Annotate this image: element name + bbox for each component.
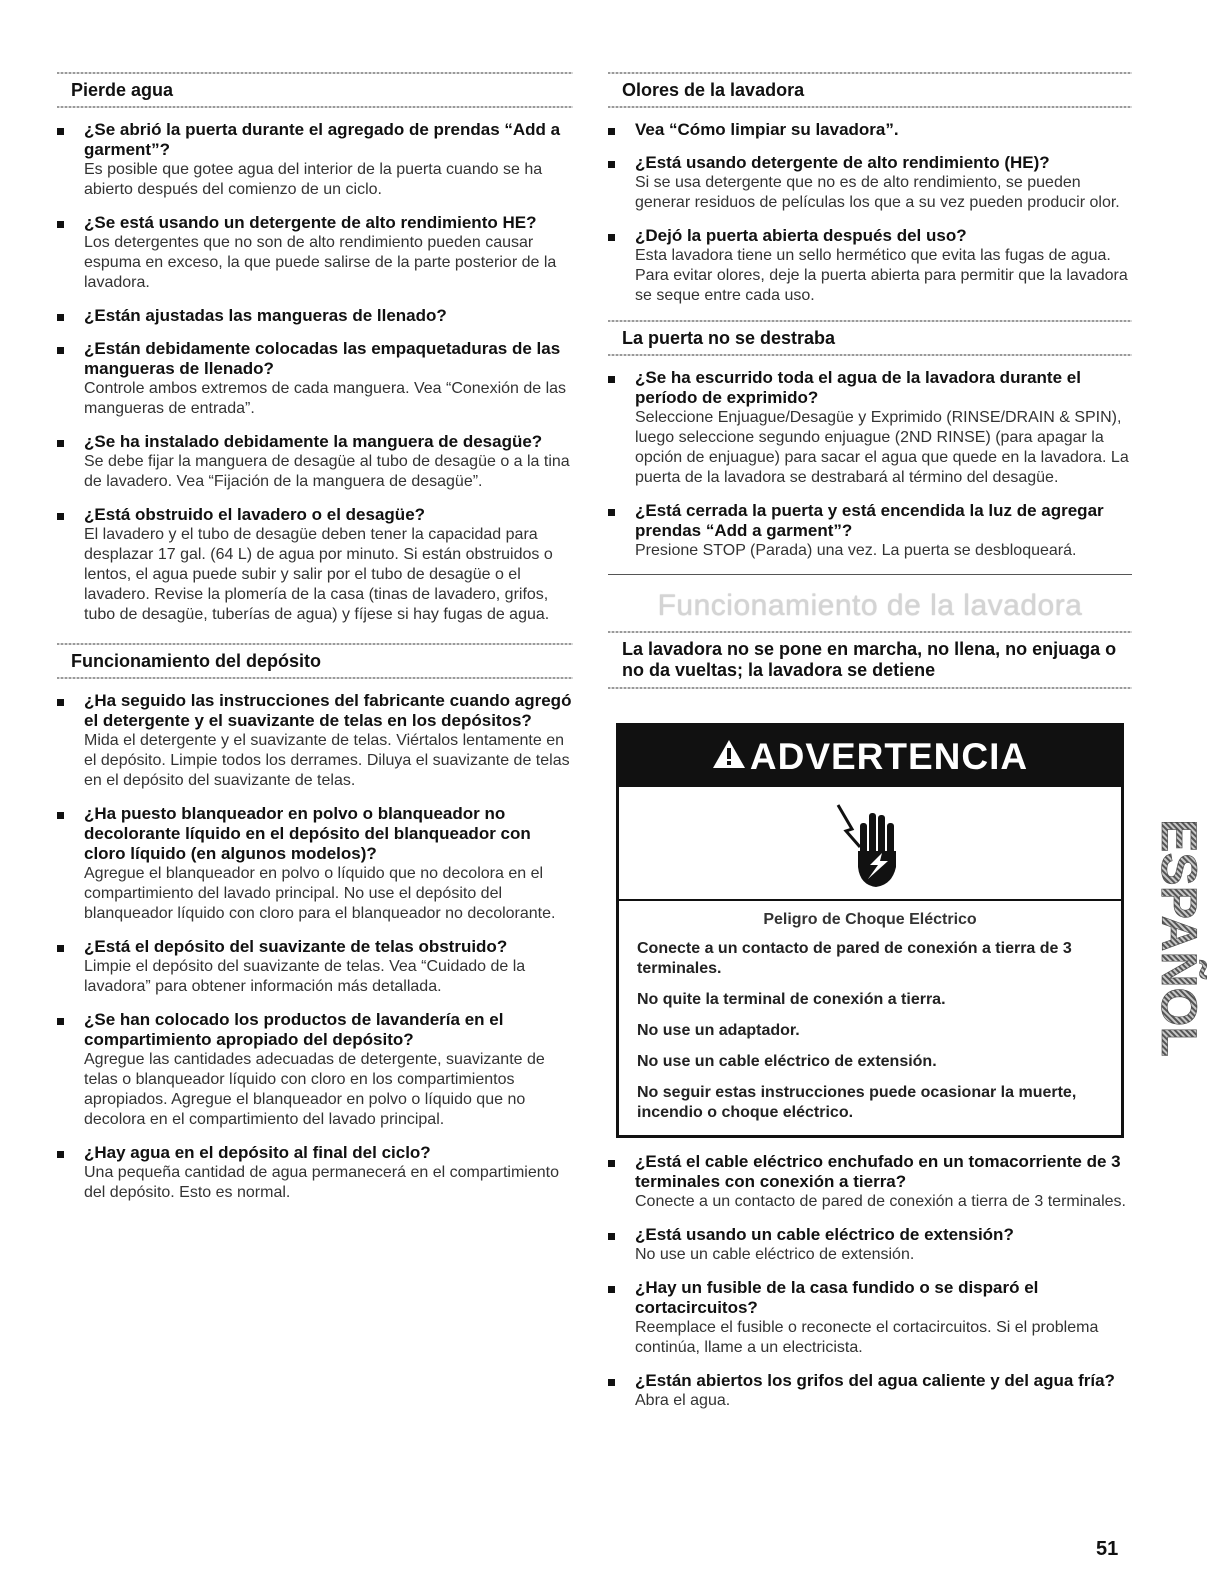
right-column	[608, 72, 1132, 1424]
list-item	[57, 1143, 573, 1203]
question-text: Vea “Cómo limpiar su lavadora”.	[635, 120, 899, 139]
question-text: ¿Ha seguido las instrucciones del fabricante cuando agregó el detergente y el suavizante de telas en los depósitos?	[84, 691, 572, 730]
list-item	[608, 1152, 1132, 1212]
page-number: 51	[1096, 1538, 1119, 1560]
electric-shock-hand-icon	[619, 787, 1121, 901]
section-title: Funcionamiento del depósito	[71, 651, 322, 671]
list-item	[57, 213, 573, 293]
question-text: ¿Se abrió la puerta durante el agregado de prendas “Add a garment”?	[84, 120, 561, 159]
list-item	[57, 505, 573, 625]
warning-subtitle: Peligro de Choque Eléctrico	[763, 911, 977, 928]
side-tab-text: ESPAÑOL	[1151, 819, 1207, 1057]
warning-header-text: ADVERTENCIA	[749, 736, 1029, 777]
list-item	[57, 1010, 573, 1130]
section-title: La puerta no se destraba	[622, 328, 836, 348]
answer-text: Se debe fijar la manguera de desagüe al tubo de desagüe o a la tina de lavadero. Vea “Fijación de la manguera de desagüe”.	[84, 453, 570, 490]
section-puerta	[608, 320, 1132, 561]
question-text: ¿Se ha instalado debidamente la manguera de desagüe?	[84, 432, 543, 451]
list-item	[608, 226, 1132, 306]
answer-text: El lavadero y el tubo de desagüe deben tener la capacidad para desplazar 17 gal. (64 L) de agua por minuto. Si están obstruidos o lentos, el agua puede subir y salir por el tubo de desagüe o el lavadero. Revise la plomería de la casa (tinas de lavadero, grifos, tubo de desagüe, tuberías de agua) y fíjese si hay fugas de agua.	[84, 526, 553, 623]
list-item	[57, 432, 573, 492]
list-item	[608, 501, 1132, 561]
question-list	[57, 120, 573, 625]
question-text: ¿Hay un fusible de la casa fundido o se disparó el cortacircuitos?	[635, 1278, 1039, 1317]
section-bottom-rule	[608, 354, 1132, 356]
question-text: ¿Están ajustadas las mangueras de llenado?	[84, 306, 447, 325]
question-text: ¿Hay agua en el depósito al final del ciclo?	[84, 1143, 431, 1162]
language-side-tab	[1150, 813, 1208, 1063]
list-item	[608, 1371, 1132, 1411]
answer-text: Reemplace el fusible o reconecte el cortacircuitos. Si el problema continúa, llame a un electricista.	[635, 1319, 1099, 1356]
answer-text: Si se usa detergente que no es de alto rendimiento, se pueden generar residuos de películas los que a su vez pueden producir olor.	[635, 174, 1120, 211]
answer-text: Mida el detergente y el suavizante de telas. Viértalos lentamente en el depósito. Limpie todos los derrames. Diluya el suavizante de telas en el depósito del suavizante de telas.	[84, 732, 570, 789]
chapter-title: Funcionamiento de la lavadora	[608, 574, 1132, 631]
question-text: ¿Están debidamente colocadas las empaquetaduras de las mangueras de llenado?	[84, 339, 561, 378]
answer-text: Abra el agua.	[635, 1392, 731, 1409]
answer-text: Esta lavadora tiene un sello hermético que evita las fugas de agua. Para evitar olores, deje la puerta abierta para permitir que la lavadora se seque entre cada uso.	[635, 247, 1128, 304]
warning-line: No seguir estas instrucciones puede ocasionar la muerte, incendio o choque eléctrico.	[637, 1084, 1077, 1121]
list-item	[608, 120, 1132, 140]
question-text: ¿Está usando detergente de alto rendimiento (HE)?	[635, 153, 1050, 172]
warning-line: Conecte a un contacto de pared de conexión a tierra de 3 terminales.	[637, 940, 1072, 977]
list-item	[608, 1278, 1132, 1358]
section-bottom-rule	[608, 106, 1132, 108]
question-list	[57, 691, 573, 1203]
question-list	[608, 1152, 1132, 1411]
question-list	[608, 120, 1132, 306]
section-bottom-rule	[57, 677, 573, 679]
list-item	[608, 368, 1132, 488]
warning-body	[619, 901, 1121, 1135]
list-item	[57, 339, 573, 419]
list-item	[608, 1225, 1132, 1265]
answer-text: Agregue el blanqueador en polvo o líquido que no decolora en el compartimiento del lavado principal. No use el depósito del blanqueador líquido con cloro para el blanqueador no decolorante.	[84, 865, 556, 922]
warning-line: No use un cable eléctrico de extensión.	[637, 1053, 937, 1070]
section-subtitle: La lavadora no se pone en marcha, no llena, no enjuaga o no da vueltas; la lavadora se detiene	[622, 639, 1117, 680]
answer-text: No use un cable eléctrico de extensión.	[635, 1246, 915, 1263]
section-bottom-rule	[57, 106, 573, 108]
question-text: ¿Se ha escurrido toda el agua de la lavadora durante el período de exprimido?	[635, 368, 1081, 407]
warning-triangle-icon	[712, 736, 746, 778]
question-text: ¿Ha puesto blanqueador en polvo o blanqueador no decolorante líquido en el depósito del blanqueador con cloro líquido (en algunos modelos)?	[84, 804, 531, 863]
list-item	[608, 153, 1132, 213]
section-title: Pierde agua	[71, 80, 174, 100]
section-pierde-agua	[57, 72, 573, 625]
warning-line: No use un adaptador.	[637, 1022, 800, 1039]
question-list	[608, 368, 1132, 561]
answer-text: Limpie el depósito del suavizante de telas. Vea “Cuidado de la lavadora” para obtener información más detallada.	[84, 958, 526, 995]
section-deposito	[57, 643, 573, 1203]
question-text: ¿Está cerrada la puerta y está encendida la luz de agregar prendas “Add a garment”?	[635, 501, 1104, 540]
warning-line: No quite la terminal de conexión a tierra.	[637, 991, 946, 1008]
answer-text: Presione STOP (Parada) una vez. La puerta se desbloqueará.	[635, 542, 1077, 559]
question-text: ¿Se está usando un detergente de alto rendimiento HE?	[84, 213, 537, 232]
list-item	[57, 691, 573, 791]
question-text: ¿Está el depósito del suavizante de telas obstruido?	[84, 937, 508, 956]
question-text: ¿Están abiertos los grifos del agua caliente y del agua fría?	[635, 1371, 1115, 1390]
answer-text: Agregue las cantidades adecuadas de detergente, suavizante de telas o blanqueador líquido con cloro en los compartimientos apropiados. Agregue el blanqueador en polvo o líquido que no decolora en el compartimiento del lavado principal.	[84, 1051, 545, 1128]
section-title: Olores de la lavadora	[622, 80, 805, 100]
answer-text: Los detergentes que no son de alto rendimiento pueden causar espuma en exceso, la que puede salirse de la parte posterior de la lavadora.	[84, 234, 557, 291]
list-item	[57, 306, 573, 326]
question-text: ¿Está usando un cable eléctrico de extensión?	[635, 1225, 1014, 1244]
section-bottom-rule	[608, 687, 1132, 689]
warning-header	[619, 726, 1121, 787]
answer-text: Controle ambos extremos de cada manguera. Vea “Conexión de las mangueras de entrada”.	[84, 380, 567, 417]
answer-text: Una pequeña cantidad de agua permanecerá en el compartimiento del depósito. Esto es normal.	[84, 1164, 559, 1201]
list-item	[57, 937, 573, 997]
list-item	[57, 804, 573, 924]
question-text: ¿Está obstruido el lavadero o el desagüe?	[84, 505, 426, 524]
warning-box	[616, 723, 1124, 1138]
list-item	[57, 120, 573, 200]
question-text: ¿Dejó la puerta abierta después del uso?	[635, 226, 967, 245]
left-column	[57, 72, 573, 1216]
answer-text: Seleccione Enjuague/Desagüe y Exprimido (RINSE/DRAIN & SPIN), luego seleccione segundo enjuague (2ND RINSE) (para apagar la opción de enjuague) para sacar el agua que quede en la lavadora. La puerta de la lavadora se destrabará al término del desagüe.	[635, 409, 1129, 486]
answer-text: Conecte a un contacto de pared de conexión a tierra de 3 terminales.	[635, 1193, 1126, 1210]
question-text: ¿Se han colocado los productos de lavandería en el compartimiento apropiado del depósito?	[84, 1010, 504, 1049]
question-text: ¿Está el cable eléctrico enchufado en un tomacorriente de 3 terminales con conexión a tierra?	[635, 1152, 1121, 1191]
answer-text: Es posible que gotee agua del interior de la puerta cuando se ha abierto después del comienzo de un ciclo.	[84, 161, 543, 198]
section-olores	[608, 72, 1132, 306]
